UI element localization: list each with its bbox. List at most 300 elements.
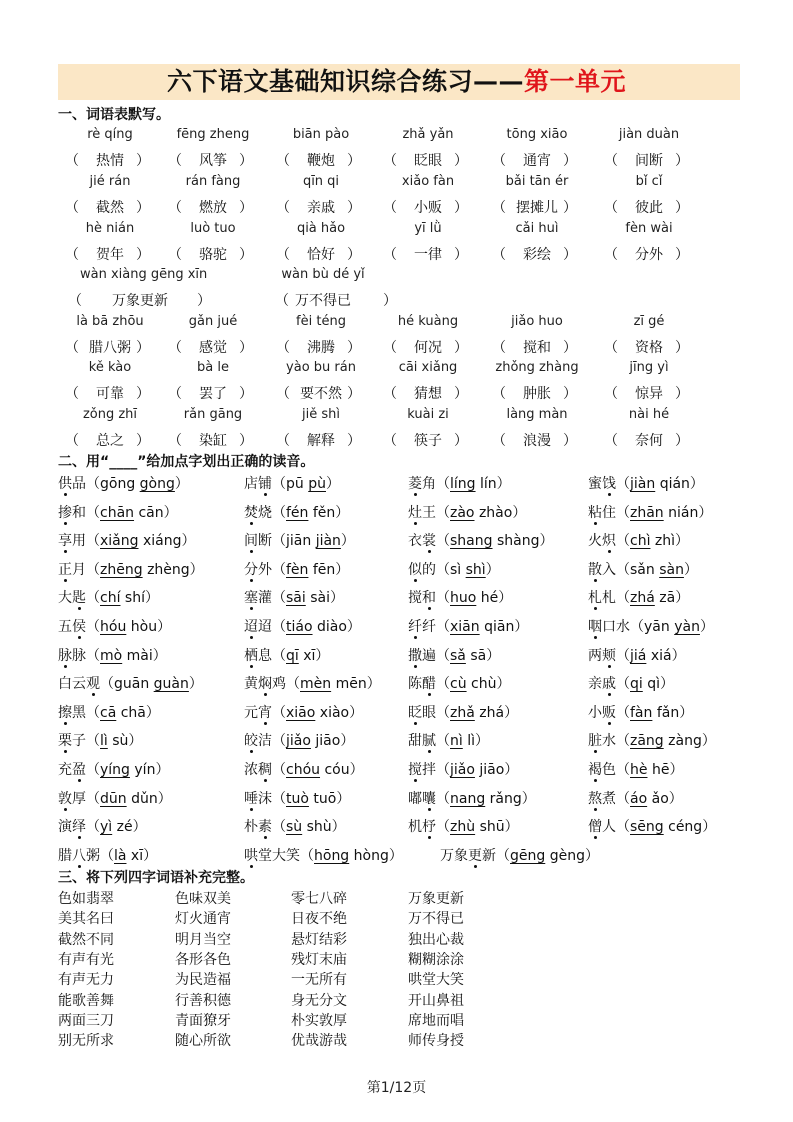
option-a: lì <box>100 733 108 750</box>
paren-close: ） <box>347 200 361 216</box>
dotted-char: 腻 <box>422 733 436 750</box>
idiom-item: 独出心裁 <box>408 931 464 948</box>
paren-open: （ <box>630 619 644 635</box>
reading-item <box>58 645 167 665</box>
answer-word: 截然 <box>96 200 124 216</box>
title-main: 六下语文基础知识综合练习—— <box>166 67 524 96</box>
idiom-item: 身无分文 <box>291 992 347 1009</box>
option-a: xiān <box>450 619 480 635</box>
paren-close: ） <box>346 619 361 635</box>
paren-open: （ <box>100 847 114 864</box>
paren-close: ） <box>698 504 713 521</box>
option-a: là <box>114 847 127 864</box>
reading-item <box>588 616 714 636</box>
option-a: áo <box>630 790 648 807</box>
char: 象 <box>454 847 468 864</box>
option-b: chā <box>120 704 146 721</box>
paren-open: （ <box>383 153 397 169</box>
option-a: qi <box>630 676 643 693</box>
paren-close: ） <box>174 476 189 492</box>
pinyin-label: hé kuàng <box>397 314 459 329</box>
paren-close: ） <box>347 153 361 169</box>
paren-close: ） <box>136 386 150 402</box>
char: 口 <box>602 619 616 635</box>
reading-item <box>58 759 169 779</box>
option-a: fén <box>286 504 309 521</box>
paren-close: ） <box>366 676 381 693</box>
reading-item <box>440 845 599 865</box>
paren-close: ） <box>239 200 253 216</box>
paren-close: ） <box>563 386 577 402</box>
option-b: yín <box>134 762 156 778</box>
paren-close: ） <box>349 704 364 721</box>
option-b: lín <box>480 476 497 492</box>
idiom-item: 截然不同 <box>58 931 114 948</box>
paren-open: （ <box>436 790 450 807</box>
option-a: jiān <box>286 533 312 550</box>
dotted-char: 粘 <box>588 504 602 521</box>
answer-word: 亲戚 <box>307 200 335 216</box>
paren-close: ） <box>514 619 529 635</box>
paren-close: ） <box>128 733 143 750</box>
reading-item <box>588 645 686 665</box>
paren-close: ） <box>454 340 468 356</box>
paren-close: ） <box>329 590 344 607</box>
paren-open: （ <box>436 819 450 836</box>
reading-item <box>244 502 349 522</box>
reading-item <box>244 845 403 865</box>
dotted-char: 眨 <box>408 704 422 721</box>
idiom-item: 悬灯结彩 <box>291 931 347 948</box>
section2-heading: 二、用“____”给加点字划出正确的读音。 <box>58 454 315 470</box>
dotted-char: 褐 <box>588 762 602 778</box>
pinyin-label: fèn wài <box>625 221 673 236</box>
answer-word: 彼此 <box>635 200 663 216</box>
paren-close: ） <box>239 247 253 263</box>
option-a: xiǎng <box>100 533 139 550</box>
pinyin-label: rán fàng <box>185 174 241 189</box>
answer-word: 鞭炮 <box>307 153 335 169</box>
page-title <box>0 64 793 100</box>
paren-close: ） <box>454 386 468 402</box>
paren-open: （ <box>492 247 506 263</box>
option-b: sā <box>470 647 487 664</box>
option-b: xī <box>303 647 316 664</box>
dotted-char: 敦 <box>58 790 72 807</box>
char: 充 <box>58 762 72 778</box>
paren-close: ） <box>388 847 403 864</box>
pinyin-label: wàn xiàng gēng xīn <box>80 267 208 282</box>
paren-close: ） <box>349 762 364 778</box>
option-b: xiáng <box>142 533 182 550</box>
option-a: pū <box>286 476 304 492</box>
option-b: xī <box>130 847 144 864</box>
pinyin-label: bǎi tān ér <box>505 174 569 189</box>
paren-close: ） <box>660 676 675 693</box>
pinyin-label: yī lǜ <box>414 221 442 236</box>
reading-item <box>588 473 704 493</box>
option-a: tuò <box>286 790 309 807</box>
page-footer: 第1/12页 <box>366 1080 427 1096</box>
answer-word: 搅和 <box>523 340 551 356</box>
paren-open: （ <box>436 676 450 693</box>
char: 品 <box>72 476 86 492</box>
paren-open: （ <box>65 200 79 216</box>
paren-close: ） <box>675 533 690 550</box>
answer-word: 筷子 <box>414 433 442 449</box>
pinyin-label: bà le <box>197 360 229 375</box>
dotted-char: 和 <box>422 590 436 607</box>
char: 煮 <box>602 790 616 807</box>
paren-open: （ <box>436 476 450 492</box>
option-a: yíng <box>100 762 130 778</box>
option-b: jiàn <box>315 533 341 550</box>
reading-item <box>244 730 354 750</box>
dotted-char: 札 <box>588 590 602 607</box>
paren-open: （ <box>286 676 300 693</box>
char: 角 <box>422 476 436 492</box>
paren-close: ） <box>340 733 355 750</box>
char: 亲 <box>588 676 602 693</box>
dotted-char: 炽 <box>602 533 616 550</box>
reading-item <box>244 673 381 693</box>
pinyin-label: jiě shì <box>302 407 340 422</box>
pinyin-label: xiǎo fàn <box>401 174 455 189</box>
answer-word: 肿胀 <box>523 386 551 402</box>
answer-word: 贺年 <box>96 247 124 263</box>
reading-item <box>588 587 689 607</box>
reading-item <box>588 730 716 750</box>
idiom-item: 糊糊涂涂 <box>408 951 464 968</box>
char: 洁 <box>258 733 272 750</box>
char: 陈 <box>408 676 422 693</box>
reading-item <box>408 645 500 665</box>
paren-close: ） <box>699 619 714 635</box>
pinyin-label: fēng zheng <box>176 127 250 142</box>
paren-close: ） <box>539 533 554 550</box>
answer-word: 奈何 <box>635 433 663 449</box>
paren-close: ） <box>163 504 178 521</box>
reading-item <box>408 788 536 808</box>
pinyin-label: rǎn gāng <box>183 407 243 422</box>
paren-open: （ <box>272 762 286 778</box>
option-a: líng <box>450 476 476 492</box>
answer-word: 通宵 <box>523 153 551 169</box>
option-a: cù <box>450 676 467 693</box>
paren-open: （ <box>276 153 290 169</box>
reading-item <box>244 587 344 607</box>
paren-open: （ <box>492 433 506 449</box>
paren-open: （ <box>604 200 618 216</box>
paren-close: ） <box>563 200 577 216</box>
paren-close: ） <box>504 819 519 836</box>
paren-close: ） <box>239 433 253 449</box>
option-b: xiào <box>319 704 350 721</box>
option-b: qián <box>659 476 690 492</box>
char: 小 <box>588 704 602 721</box>
option-b: zhì <box>654 533 676 550</box>
paren-open: （ <box>436 533 450 550</box>
paren-close: ） <box>496 476 511 492</box>
dotted-char: 熬 <box>588 790 602 807</box>
pinyin-label: wàn bù dé yǐ <box>281 267 365 282</box>
option-b: hòng <box>353 847 389 864</box>
paren-open: （ <box>276 247 290 263</box>
paren-close: ） <box>675 247 689 263</box>
char: 演 <box>58 819 72 836</box>
paren-open: （ <box>272 476 286 492</box>
option-b: pù <box>308 476 326 492</box>
paren-open: （ <box>604 433 618 449</box>
paren-open: （ <box>168 433 182 449</box>
idiom-item: 一无所有 <box>291 972 347 989</box>
paren-close: ） <box>498 590 513 607</box>
paren-open: （ <box>65 340 79 356</box>
option-a: qī <box>286 647 299 664</box>
char: 元 <box>244 704 258 721</box>
reading-item <box>58 702 160 722</box>
reading-item <box>408 673 510 693</box>
paren-open: （ <box>86 533 100 550</box>
char: 札 <box>602 590 616 607</box>
idiom-item: 别无所求 <box>58 1033 114 1050</box>
dotted-char: 灶 <box>408 504 422 521</box>
dotted-char: 素 <box>258 819 272 836</box>
idiom-item: 开山鼻祖 <box>408 992 464 1009</box>
paren-open: （ <box>275 293 289 309</box>
option-b: zhá <box>479 704 505 721</box>
reading-item <box>244 645 329 665</box>
pinyin-label: fèi téng <box>296 314 346 329</box>
option-a: zhǎ <box>450 704 475 721</box>
paren-open: （ <box>168 340 182 356</box>
answer-word: 眨眼 <box>414 153 442 169</box>
paren-close: ） <box>136 340 150 356</box>
option-a: chì <box>630 533 651 550</box>
char: 朴 <box>244 819 258 836</box>
paren-open: （ <box>272 647 286 664</box>
pinyin-label: jiǎo huo <box>511 314 563 329</box>
dotted-char: 纤 <box>408 619 422 635</box>
paren-close: ） <box>132 819 147 836</box>
option-b: chù <box>471 676 497 693</box>
option-b: sài <box>310 590 330 607</box>
pinyin-label: yào bu rán <box>286 360 356 375</box>
paren-close: ） <box>496 676 511 693</box>
reading-item <box>588 702 693 722</box>
paren-open: （ <box>616 676 630 693</box>
reading-item <box>244 702 363 722</box>
option-a: tiáo <box>286 619 313 635</box>
paren-open: （ <box>65 247 79 263</box>
title-highlight: 第一单元 <box>524 67 627 96</box>
char: 蜜 <box>588 476 602 492</box>
dotted-char: 掺 <box>58 504 72 521</box>
option-b: céng <box>668 819 703 836</box>
paren-close: ） <box>239 386 253 402</box>
option-a: jiǎo <box>286 733 311 750</box>
idiom-item: 朴实敦厚 <box>291 1012 347 1029</box>
answer-word: 万不得已 <box>295 293 351 309</box>
answer-word: 惊异 <box>635 386 663 402</box>
option-b: shū <box>479 819 505 836</box>
paren-open: （ <box>383 433 397 449</box>
option-a: dūn <box>100 790 127 807</box>
reading-item <box>58 845 157 865</box>
dotted-char: 脉 <box>58 647 72 664</box>
option-a: guān <box>114 676 150 693</box>
option-b: gèng <box>549 847 585 864</box>
dotted-char: 盈 <box>72 762 86 778</box>
reading-item <box>244 559 349 579</box>
answer-word: 可靠 <box>96 386 124 402</box>
option-a: nang <box>450 790 486 807</box>
dotted-char: 哄 <box>244 847 258 864</box>
answer-word: 解释 <box>307 433 335 449</box>
paren-open: （ <box>616 819 630 836</box>
paren-open: （ <box>65 153 79 169</box>
pinyin-label: zhǎ yǎn <box>402 127 454 142</box>
idiom-item: 行善积德 <box>175 992 231 1009</box>
dotted-char: 栗 <box>58 733 72 750</box>
paren-open: （ <box>616 590 630 607</box>
paren-close: ） <box>675 590 690 607</box>
dotted-char: 颊 <box>602 647 616 664</box>
option-a: hè <box>630 762 648 778</box>
option-b: fěn <box>312 504 336 521</box>
section3-heading: 三、将下列四字词语补充完整。 <box>58 870 254 886</box>
paren-close: ） <box>315 647 330 664</box>
dotted-char: 更 <box>468 847 482 864</box>
paren-open: （ <box>492 340 506 356</box>
answer-word: 风筝 <box>199 153 227 169</box>
paren-open: （ <box>86 619 100 635</box>
reading-item <box>244 473 340 493</box>
pinyin-label: biān pào <box>292 127 350 142</box>
paren-open: （ <box>276 200 290 216</box>
dotted-char: 匙 <box>72 590 86 607</box>
option-b: gòng <box>139 476 175 492</box>
dotted-char: 稠 <box>258 762 272 778</box>
idiom-item: 两面三刀 <box>58 1012 114 1029</box>
dotted-char: 杼 <box>422 819 436 836</box>
dotted-char: 散 <box>588 561 602 578</box>
pinyin-label: nài hé <box>628 407 670 422</box>
paren-open: （ <box>383 340 397 356</box>
paren-open: （ <box>272 733 286 750</box>
dotted-char: 迢 <box>244 619 258 635</box>
paren-open: （ <box>300 847 314 864</box>
dotted-char: 裳 <box>422 533 436 550</box>
paren-close: ） <box>239 153 253 169</box>
char: 五 <box>58 619 72 635</box>
option-b: zā <box>659 590 676 607</box>
answer-word: 沸腾 <box>307 340 335 356</box>
idiom-item: 万象更新 <box>408 891 464 907</box>
option-b: tuō <box>313 790 337 807</box>
option-a: chóu <box>286 762 321 778</box>
reading-item <box>58 473 189 493</box>
paren-close: ） <box>683 561 698 578</box>
option-b: nián <box>668 504 699 521</box>
paren-close: ） <box>157 619 172 635</box>
reading-item <box>244 616 361 636</box>
char: 拌 <box>422 762 436 778</box>
paren-open: （ <box>436 590 450 607</box>
reading-item <box>244 788 350 808</box>
option-b: zhào <box>478 504 513 521</box>
dotted-char: 囔 <box>422 790 436 807</box>
option-b: shí <box>124 590 145 607</box>
idiom-item: 色如翡翠 <box>58 891 114 907</box>
paren-close: ） <box>347 386 361 402</box>
option-a: xiāo <box>286 704 316 721</box>
char: 沫 <box>258 790 272 807</box>
option-a: gēng <box>510 847 546 864</box>
answer-word: 罢了 <box>199 386 227 402</box>
paren-close: ） <box>679 704 694 721</box>
char: 烧 <box>258 504 272 521</box>
dotted-char: 咽 <box>588 619 602 635</box>
dotted-char: 饯 <box>602 476 616 492</box>
reading-item <box>58 559 204 579</box>
paren-open: （ <box>383 200 397 216</box>
pinyin-label: là bā zhōu <box>76 314 144 329</box>
answer-word: 热情 <box>96 153 124 169</box>
reading-item <box>58 730 142 750</box>
option-a: fèn <box>286 561 309 578</box>
reading-item <box>58 816 147 836</box>
pinyin-label: qià hǎo <box>296 221 346 236</box>
char: 子 <box>72 733 86 750</box>
paren-close: ） <box>331 819 346 836</box>
paren-open: （ <box>496 847 510 864</box>
paren-close: ） <box>454 153 468 169</box>
char: 甜 <box>408 733 422 750</box>
idiom-item: 色味双美 <box>175 891 231 907</box>
option-a: zhān <box>630 504 664 521</box>
pinyin-label: kuài zi <box>407 407 449 422</box>
char: 息 <box>258 647 272 664</box>
dotted-char: 皎 <box>244 733 258 750</box>
paren-open: （ <box>86 790 100 807</box>
answer-word: 资格 <box>635 340 663 356</box>
idiom-item: 残灯末庙 <box>291 951 347 968</box>
idiom-item: 明月当空 <box>175 931 231 948</box>
paren-open: （ <box>616 561 630 578</box>
pinyin-label: zhǒng zhàng <box>495 360 579 375</box>
reading-item <box>408 730 489 750</box>
option-a: sǎn <box>630 561 655 578</box>
dotted-char: 正 <box>58 561 72 578</box>
pinyin-label: cǎi huì <box>515 221 559 236</box>
answer-word: 小贩 <box>414 200 442 216</box>
paren-close: ） <box>325 476 340 492</box>
paren-close: ） <box>136 433 150 449</box>
dotted-char: 贩 <box>602 704 616 721</box>
char: 火 <box>588 533 602 550</box>
pinyin-label: rè qíng <box>87 127 133 142</box>
option-b: zàng <box>668 733 702 750</box>
option-b: hòu <box>130 619 158 635</box>
option-a: mèn <box>300 676 332 693</box>
char: 笑 <box>286 847 300 864</box>
paren-close: ） <box>155 762 170 778</box>
reading-item <box>58 502 178 522</box>
dotted-char: 醋 <box>422 676 436 693</box>
paren-close: ） <box>145 704 160 721</box>
char: 水 <box>602 733 616 750</box>
